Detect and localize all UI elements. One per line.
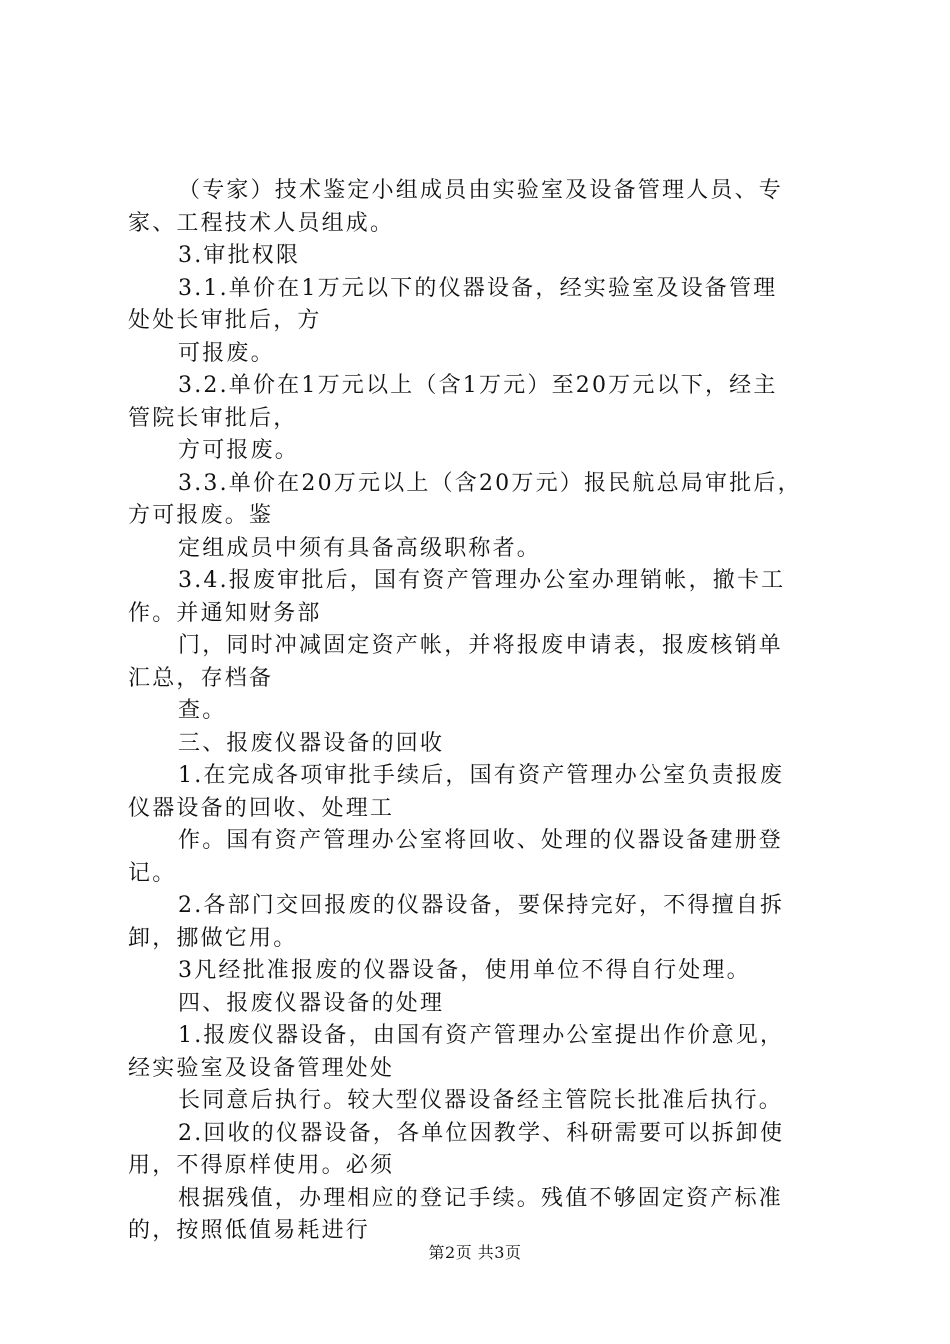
paragraph-line: 根据残值，办理相应的登记手续。残值不够固定资产标准 — [178, 1185, 784, 1211]
paragraph-line: 方可报废。 — [178, 438, 300, 463]
paragraph-line: 家、工程技术人员组成。 — [128, 210, 395, 236]
paragraph-line: 仪器设备的回收、处理工 — [128, 795, 395, 821]
paragraph-line: 2.各部门交回报废的仪器设备，要保持完好，不得擅自拆 — [178, 893, 785, 918]
paragraph-line: 的，按照低值易耗进行 — [128, 1218, 371, 1243]
paragraph-line: 查。 — [178, 698, 227, 723]
paragraph-line: 方可报废。鉴 — [128, 503, 274, 528]
paragraph-line: 四、报废仪器设备的处理 — [178, 990, 445, 1016]
paragraph-line: 长同意后执行。较大型仪器设备经主管院长批准后执行。 — [178, 1088, 784, 1113]
paragraph-line: 三、报废仪器设备的回收 — [178, 730, 445, 756]
paragraph-line: 3.1.单价在1万元以下的仪器设备，经实验室及设备管理 — [178, 275, 778, 301]
paragraph-line: 用，不得原样使用。必须 — [128, 1153, 395, 1178]
paragraph-line: 1.在完成各项审批手续后，国有资产管理办公室负责报废 — [178, 763, 785, 788]
paragraph-line: 卸，挪做它用。 — [128, 925, 298, 951]
paragraph-line: 1.报废仪器设备，由国有资产管理办公室提出作价意见， — [178, 1023, 785, 1048]
paragraph-line: 作。国有资产管理办公室将回收、处理的仪器设备建册登 — [178, 828, 784, 853]
page-footer: 第2页 共3页 — [428, 1243, 522, 1262]
paragraph-line: 定组成员中须有具备高级职称者。 — [178, 535, 542, 561]
paragraph-line: 3凡经批准报废的仪器设备，使用单位不得自行处理。 — [178, 958, 751, 983]
paragraph-line: 作。并通知财务部 — [128, 600, 322, 626]
paragraph-line: 汇总，存档备 — [128, 665, 274, 691]
paragraph-line: 2.回收的仪器设备，各单位因教学、科研需要可以拆卸使 — [178, 1120, 785, 1146]
paragraph-line: （专家）技术鉴定小组成员由实验室及设备管理人员、专 — [178, 178, 784, 203]
paragraph-line: 可报废。 — [178, 340, 275, 366]
paragraph-line: 3.审批权限 — [178, 243, 301, 268]
paragraph-line: 3.3.单价在20万元以上（含20万元）报民航总局审批后， — [178, 470, 802, 496]
paragraph-line: 处处长审批后，方 — [128, 308, 322, 333]
paragraph-line: 记。 — [128, 860, 177, 886]
paragraph-line: 经实验室及设备管理处处 — [128, 1055, 395, 1081]
paragraph-line: 3.4.报废审批后，国有资产管理办公室办理销帐，撤卡工 — [178, 568, 786, 593]
paragraph-line: 3.2.单价在1万元以上（含1万元）至20万元以下，经主 — [178, 373, 778, 398]
document-body — [128, 175, 848, 1248]
paragraph-line: 管院长审批后， — [128, 405, 298, 431]
paragraph-line: 门，同时冲减固定资产帐，并将报废申请表，报废核销单 — [178, 633, 784, 658]
